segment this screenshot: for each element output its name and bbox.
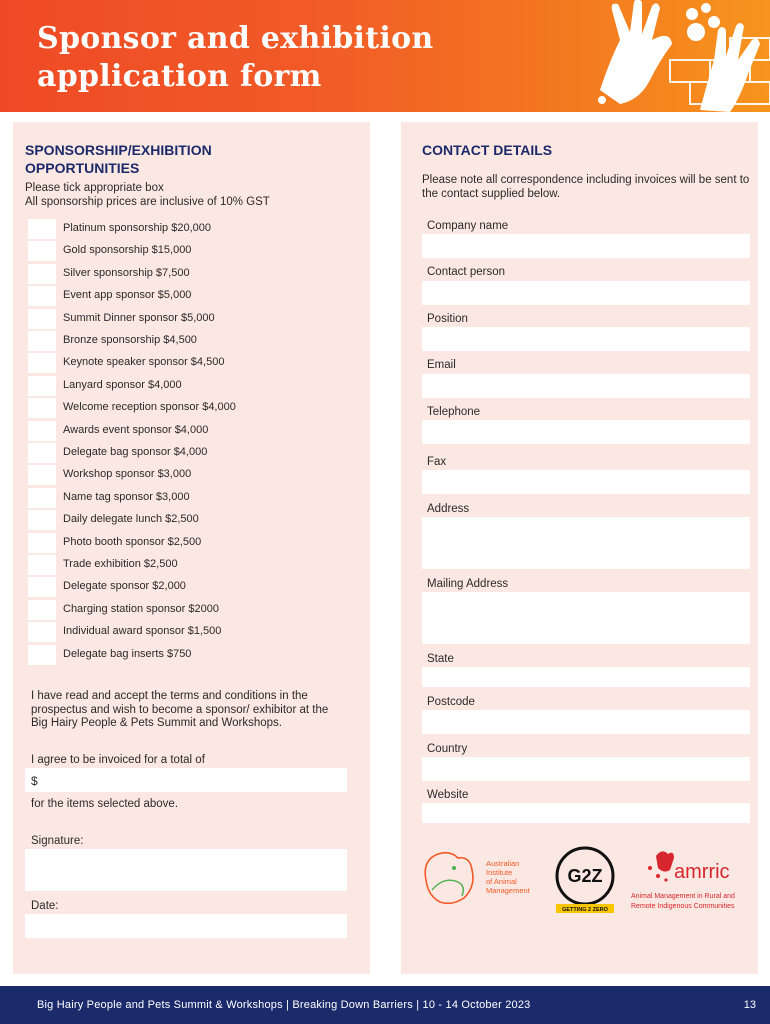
sponsorship-option (28, 241, 348, 261)
sponsorship-option (28, 510, 348, 530)
option-checkbox[interactable] (28, 398, 56, 418)
contact-field-input[interactable] (422, 327, 750, 351)
sponsorship-option (28, 622, 348, 642)
sponsorship-option (28, 286, 348, 306)
sponsorship-option (28, 465, 348, 485)
contact-field-input[interactable] (422, 470, 750, 494)
option-label: Delegate bag sponsor $4,000 (63, 446, 208, 458)
aiam-text-1: Australian (486, 859, 520, 868)
sponsorship-option (28, 353, 348, 373)
option-checkbox[interactable] (28, 353, 56, 373)
option-label: Platinum sponsorship $20,000 (63, 222, 211, 234)
sponsorship-option (28, 577, 348, 597)
sponsorship-option (28, 309, 348, 329)
aiam-text-4: Management (486, 886, 530, 895)
contact-field-label: Address (427, 503, 470, 515)
sponsorship-option (28, 264, 348, 284)
option-checkbox[interactable] (28, 488, 56, 508)
contact-field-input[interactable] (422, 281, 750, 305)
g2z-text: G2Z (567, 866, 603, 886)
option-checkbox[interactable] (28, 219, 56, 239)
invoice-total-field[interactable] (25, 768, 347, 792)
invoice-statement: I agree to be invoiced for a total of (31, 754, 205, 766)
contact-field-label: State (427, 653, 454, 665)
contact-field-label: Country (427, 743, 468, 755)
sponsorship-option (28, 421, 348, 441)
option-label: Individual award sponsor $1,500 (63, 625, 222, 638)
g2z-logo (556, 848, 614, 913)
amrric-tagline-1: Animal Management in Rural and (631, 893, 735, 900)
option-label: Event app sponsor $5,000 (63, 289, 192, 302)
option-label: Gold sponsorship $15,000 (63, 244, 192, 257)
option-label: Delegate bag inserts $750 (63, 647, 192, 660)
sponsorship-heading: SPONSORSHIP/EXHIBITION OPPORTUNITIES (25, 142, 212, 176)
amrric-logo (631, 851, 735, 910)
page-title: Sponsor and exhibition application form (37, 21, 434, 94)
hands-paw-illustration (590, 0, 770, 112)
option-checkbox[interactable] (28, 241, 56, 261)
option-checkbox[interactable] (28, 331, 56, 351)
option-label: Awards event sponsor $4,000 (63, 423, 209, 436)
aiam-text-2: Institute (486, 868, 513, 877)
contact-field-input[interactable] (422, 710, 750, 734)
contact-field-label: Position (427, 313, 468, 325)
sponsorship-option (28, 533, 348, 553)
gst-note: All sponsorship prices are inclusive of 10% GST (25, 196, 270, 208)
option-label: Welcome reception sponsor $4,000 (63, 401, 236, 414)
option-checkbox[interactable] (28, 264, 56, 284)
contact-field-label: Company name (427, 220, 509, 232)
option-checkbox[interactable] (28, 421, 56, 441)
tick-instruction: Please tick appropriate box (25, 182, 164, 194)
dollar-sign: $ (31, 774, 38, 788)
option-label: Name tag sponsor $3,000 (63, 490, 190, 503)
contact-field-input[interactable] (422, 420, 750, 444)
option-checkbox[interactable] (28, 376, 56, 396)
signature-field[interactable] (25, 849, 347, 891)
contact-field-label: Telephone (427, 406, 481, 418)
option-checkbox[interactable] (28, 577, 56, 597)
page-number: 13 (743, 999, 756, 1011)
amrric-tagline-2: Remote Indigenous Communities (631, 903, 735, 910)
header-banner (0, 0, 770, 112)
contact-field-label: Mailing Address (427, 578, 509, 590)
contact-field-input[interactable] (422, 234, 750, 258)
footer-bar (0, 986, 770, 1024)
g2z-tagline: GETTING 2 ZERO (562, 907, 608, 913)
footer-text: Big Hairy People and Pets Summit & Workshops | Breaking Down Barriers | 10 - 14 October 2023 (37, 999, 531, 1011)
option-label: Lanyard sponsor $4,000 (63, 378, 182, 391)
option-checkbox[interactable] (28, 286, 56, 306)
date-label: Date: (31, 900, 59, 912)
contact-field-label: Website (427, 789, 469, 801)
partner-logos (418, 846, 753, 916)
sponsorship-option (28, 398, 348, 418)
option-checkbox[interactable] (28, 510, 56, 530)
option-checkbox[interactable] (28, 600, 56, 620)
contact-field-input[interactable] (422, 667, 750, 687)
option-checkbox[interactable] (28, 533, 56, 553)
sponsorship-option (28, 376, 348, 396)
sponsorship-option (28, 600, 348, 620)
aiam-logo (425, 853, 530, 904)
option-label: Summit Dinner sponsor $5,000 (63, 311, 215, 324)
items-selected-text: for the items selected above. (31, 798, 179, 810)
option-checkbox[interactable] (28, 645, 56, 665)
contact-note: Please note all correspondence including invoices will be sent to the contact supplied below. (422, 174, 750, 200)
aiam-text-3: of Animal (486, 877, 517, 886)
option-checkbox[interactable] (28, 555, 56, 575)
option-label: Trade exhibition $2,500 (63, 558, 178, 570)
contact-field-label: Contact person (427, 266, 505, 278)
terms-statement: I have read and accept the terms and conditions in the prospectus and wish to become a sponsor/ exhibitor at the Big Hairy People & Pets Summit and Workshops. (31, 690, 329, 729)
contact-field-label: Email (427, 359, 456, 371)
sponsorship-option (28, 488, 348, 508)
option-label: Silver sponsorship $7,500 (63, 266, 190, 279)
contact-heading: CONTACT DETAILS (422, 142, 553, 158)
option-checkbox[interactable] (28, 622, 56, 642)
option-label: Keynote speaker sponsor $4,500 (63, 356, 225, 369)
option-label: Charging station sponsor $2000 (63, 602, 219, 615)
option-label: Daily delegate lunch $2,500 (63, 513, 199, 526)
contact-field-input[interactable] (422, 374, 750, 398)
contact-field-label: Postcode (427, 696, 475, 708)
option-label: Workshop sponsor $3,000 (63, 468, 192, 481)
contact-field-label: Fax (427, 456, 447, 468)
sponsorship-option (28, 331, 348, 351)
contact-field-input[interactable] (422, 803, 750, 823)
option-label: Bronze sponsorship $4,500 (63, 334, 197, 346)
contact-field-input[interactable] (422, 517, 750, 569)
contact-field-input[interactable] (422, 592, 750, 644)
sponsorship-option (28, 219, 348, 239)
option-label: Photo booth sponsor $2,500 (63, 535, 202, 548)
sponsorship-option (28, 443, 348, 463)
sponsorship-option (28, 645, 348, 665)
contact-field-input[interactable] (422, 757, 750, 781)
option-label: Delegate sponsor $2,000 (63, 580, 186, 593)
amrric-text: amrric (674, 861, 730, 883)
date-field[interactable] (25, 914, 347, 938)
option-checkbox[interactable] (28, 309, 56, 329)
sponsorship-option (28, 555, 348, 575)
signature-label: Signature: (31, 835, 84, 847)
option-checkbox[interactable] (28, 465, 56, 485)
option-checkbox[interactable] (28, 443, 56, 463)
